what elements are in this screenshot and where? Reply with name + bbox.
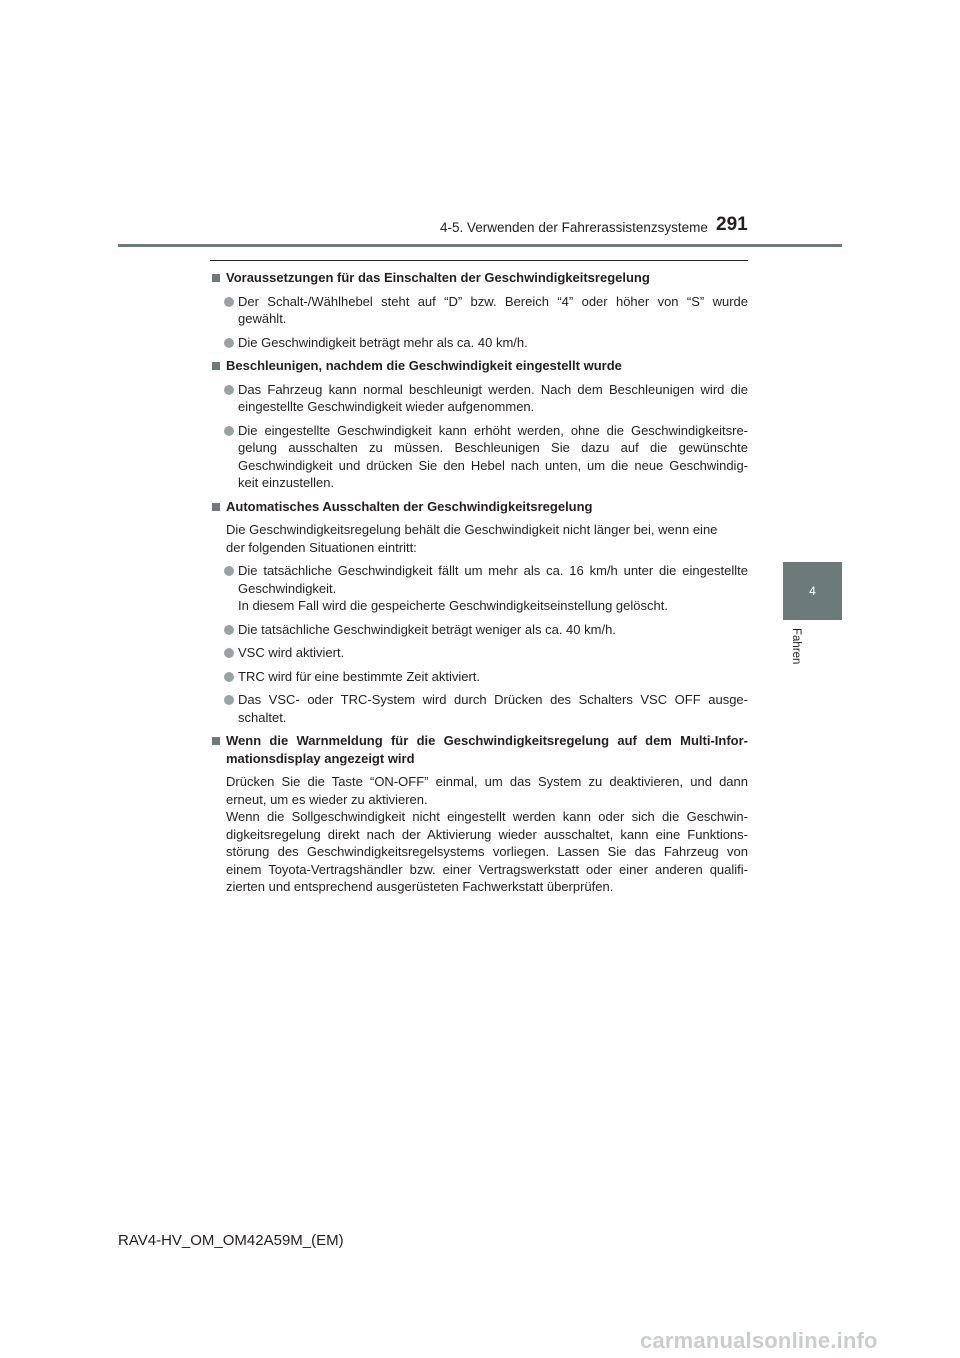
list-item: Der Schalt-/Wählhebel steht auf “D” bzw. Bereich “4” oder höher von “S” wurde gewählt.: [212, 293, 748, 328]
section-rule: [210, 260, 748, 261]
section-heading: Voraussetzungen für das Einschalten der Geschwindigkeitsregelung: [212, 269, 748, 287]
circle-bullet-icon: [224, 566, 234, 576]
square-bullet-icon: [212, 274, 220, 282]
list-item: Die tatsächliche Geschwindigkeit beträgt weniger als ca. 40 km/h.: [212, 621, 748, 639]
section-heading: Beschleunigen, nachdem die Geschwindigkeit eingestellt wurde: [212, 357, 748, 375]
circle-bullet-icon: [224, 672, 234, 682]
list-item: Die Geschwindigkeit beträgt mehr als ca. 40 km/h.: [212, 334, 748, 352]
list-item: Die tatsächliche Geschwindigkeit fällt um mehr als ca. 16 km/h unter die eingestellte Geschwindigkeit. In diesem Fall wird die gespeicherte Geschwindigkeitseinstellung gelöscht.: [212, 562, 748, 615]
page-content: [212, 266, 748, 902]
list-item: VSC wird aktiviert.: [212, 644, 748, 662]
header-section-title: 4-5. Verwenden der Fahrerassistenzsysteme: [440, 220, 708, 235]
chapter-number: 4: [809, 584, 816, 598]
circle-bullet-icon: [224, 297, 234, 307]
list-item: Das Fahrzeug kann normal beschleunigt werden. Nach dem Beschleunigen wird die eingestellte Geschwindigkeit wieder aufgenommen.: [212, 381, 748, 416]
section-heading: Wenn die Warnmeldung für die Geschwindigkeitsregelung auf dem Multi-Infor- mationsdisplay angezeigt wird: [212, 732, 748, 767]
document-code: RAV4-HV_OM_OM42A59M_(EM): [118, 1232, 344, 1249]
circle-bullet-icon: [224, 625, 234, 635]
section-heading: Automatisches Ausschalten der Geschwindigkeitsregelung: [212, 498, 748, 516]
list-item: TRC wird für eine bestimmte Zeit aktiviert.: [212, 668, 748, 686]
chapter-label: Fahren: [790, 628, 802, 665]
circle-bullet-icon: [224, 385, 234, 395]
section-paragraph: Drücken Sie die Taste “ON-OFF” einmal, um das System zu deaktivieren, und dann erneut, um es wieder zu aktivieren. Wenn die Sollgeschwindigkeit nicht eingestellt werden kann oder sich die Geschwin- digkeitsregelung direkt nach der Aktivierung wieder ausschaltet, kann eine Funktions- störung des Geschwindigkeitsregelsystems vorliegen. Lassen Sie das Fahrzeug von einem Toyota-Vertragshändler bzw. einer Vertragswerkstatt oder einer anderen qualifi- zierten und entsprechend ausgerüsteten Fachwerkstatt überprüfen.: [226, 774, 748, 894]
list-item: Das VSC- oder TRC-System wird durch Drücken des Schalters VSC OFF ausge- schaltet.: [212, 691, 748, 726]
watermark[interactable]: carmanualsonline.info: [640, 1328, 878, 1353]
circle-bullet-icon: [224, 426, 234, 436]
page-number: 291: [716, 214, 748, 235]
chapter-tab: [783, 562, 842, 620]
circle-bullet-icon: [224, 695, 234, 705]
circle-bullet-icon: [224, 648, 234, 658]
square-bullet-icon: [212, 503, 220, 511]
square-bullet-icon: [212, 362, 220, 370]
circle-bullet-icon: [224, 338, 234, 348]
section-intro: Die Geschwindigkeitsregelung behält die Geschwindigkeit nicht länger bei, wenn eine der folgenden Situationen eintritt:: [226, 522, 718, 555]
list-item: Die eingestellte Geschwindigkeit kann erhöht werden, ohne die Geschwindigkeitsre- gelung ausschalten zu müssen. Beschleunigen Sie dazu auf die gewünschte Geschwindigkeit und drücken Sie den Hebel nach unten, um die neue Geschwindig- keit einzustellen.: [212, 422, 748, 492]
header-rule: [118, 244, 842, 247]
square-bullet-icon: [212, 737, 220, 745]
